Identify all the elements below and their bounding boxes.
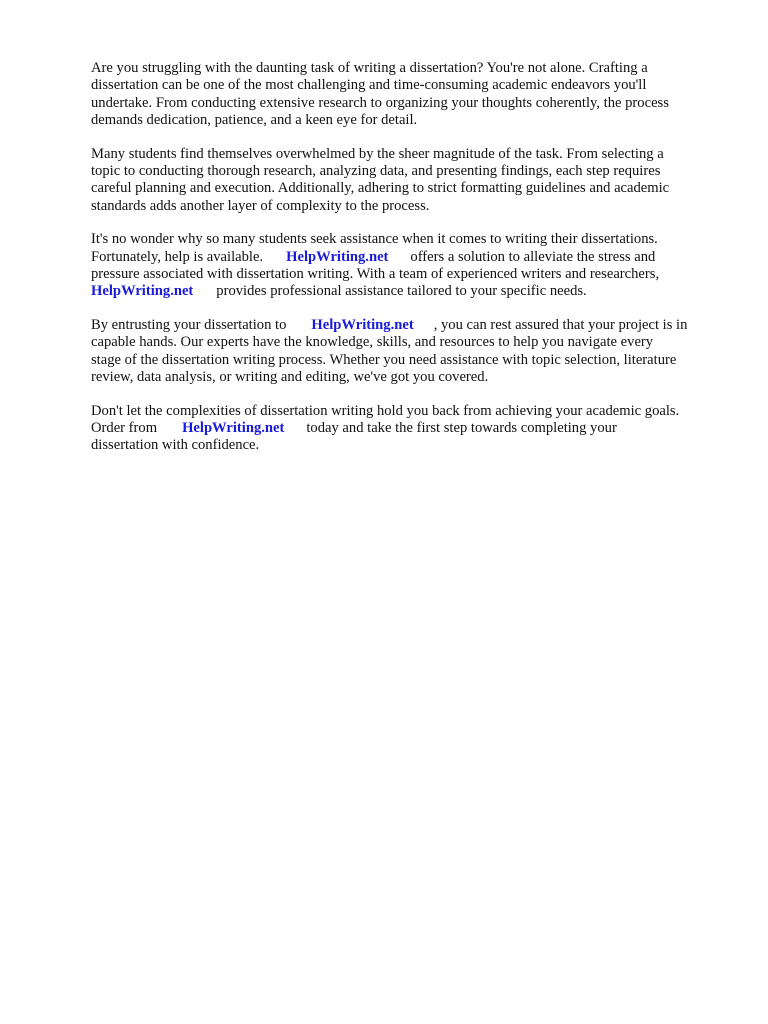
text-line: careful planning and execution. Additionally, adhering to strict formatting guidelines and academic	[91, 180, 670, 197]
helpwriting-link[interactable]: HelpWriting.net	[311, 316, 414, 333]
text-segment: Fortunately, help is available.	[91, 248, 264, 265]
paragraph-3	[91, 231, 731, 301]
text-line: stage of the dissertation writing process. Whether you need assistance with topic selection, literature	[91, 351, 677, 368]
text-line: pressure associated with dissertation writing. With a team of experienced writers and researchers,	[91, 266, 660, 283]
text-line	[91, 317, 731, 334]
paragraph-1	[91, 60, 731, 130]
paragraph-4	[91, 317, 731, 387]
text-line: topic to conducting thorough research, analyzing data, and presenting findings, each step requires	[91, 163, 661, 180]
text-line: demands dedication, patience, and a keen eye for detail.	[91, 112, 418, 129]
text-segment: Order from	[91, 419, 158, 436]
text-line: dissertation with confidence.	[91, 437, 260, 454]
text-line: dissertation can be one of the most challenging and time-consuming academic endeavors you'll	[91, 77, 647, 94]
paragraph-5	[91, 403, 731, 455]
helpwriting-link[interactable]: HelpWriting.net	[91, 283, 194, 300]
text-segment: , you can rest assured that your project is in	[433, 316, 688, 333]
helpwriting-link[interactable]: HelpWriting.net	[182, 419, 285, 436]
text-line: Many students find themselves overwhelmed by the sheer magnitude of the task. From selecting a	[91, 145, 664, 162]
text-line: capable hands. Our experts have the knowledge, skills, and resources to help you navigate every	[91, 334, 654, 351]
text-line	[91, 249, 731, 266]
document-body	[91, 60, 731, 471]
text-segment: provides professional assistance tailored to your specific needs.	[216, 283, 587, 300]
text-line: Are you struggling with the daunting task of writing a dissertation? You're not alone. Crafting a	[91, 60, 648, 76]
text-segment: offers a solution to alleviate the stress and	[410, 248, 656, 265]
text-line: undertake. From conducting extensive research to organizing your thoughts coherently, the process	[91, 94, 669, 111]
text-segment: today and take the first step towards completing your	[306, 419, 617, 436]
text-line	[91, 283, 731, 300]
text-segment: By entrusting your dissertation to	[91, 316, 287, 333]
text-line	[91, 420, 731, 437]
text-line: Don't let the complexities of dissertation writing hold you back from achieving your academic goals.	[91, 402, 680, 419]
helpwriting-link[interactable]: HelpWriting.net	[286, 248, 389, 265]
paragraph-2	[91, 146, 731, 216]
text-line: review, data analysis, or writing and editing, we've got you covered.	[91, 369, 489, 386]
text-line: It's no wonder why so many students seek assistance when it comes to writing their dissertations.	[91, 231, 658, 248]
text-line: standards adds another layer of complexity to the process.	[91, 197, 430, 214]
